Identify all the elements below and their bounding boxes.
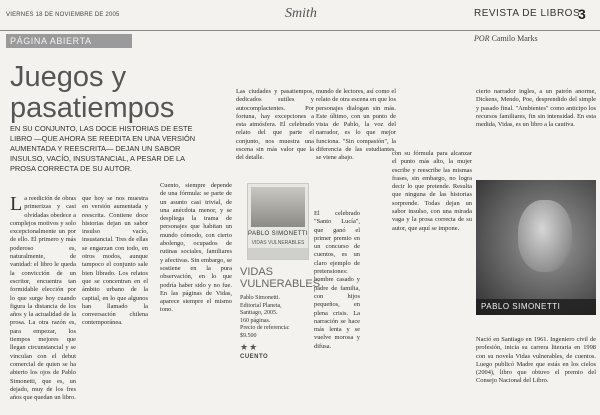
section-title: REVISTA DE LIBROS bbox=[474, 8, 581, 19]
author-bio: Nació en Santiago en 1961. Ingeniero civil de profesión, inicia su carrera literaria en 1998 con su novela Vidas vulnerables, de cuentos. Luego publicó Madre que estás en los cielos (2004), libro que obtuvo el premio del Consejo Nacional del Libro. bbox=[476, 336, 596, 385]
section-kicker: PÁGINA ABIERTA bbox=[6, 34, 132, 48]
book-info-line: Editorial Planeta, bbox=[240, 302, 282, 309]
book-info-title: VIDAS VULNERABLES bbox=[240, 266, 321, 290]
book-cover-band bbox=[248, 248, 308, 259]
book-info-line: Precio de referencia: bbox=[240, 325, 290, 331]
byline-author: Camilo Marks bbox=[491, 34, 538, 43]
article-column-6: con su fórmula para alcanzar el punto más alto, la mujer escribe y reescribe las mismas frases, sin embargo, no logra decir lo que pretende. Resulta que ninguna de las historias sorprende. Todas dejan un sabor insulso, con una mirada vaga y la prosa correcta de su autor, que aquí se impone. bbox=[392, 150, 472, 232]
article-column-1-text: a reedición de obras primerizas y casi olvidadas obedece a complejos motivos y solo excepcionalmente un por de ello. El primero y más poderoso es, naturalmente, de vanidad: el libro le queda la convicción de un escritor, encuentra tan formidable elección por lo que surge hoy cuando figura la distancia de los años y la actualidad de la prosa. La otra razón es, para empezar, los tiempos mejores que llegan circunstancial y se vinculan con el debut comercial de quien se ha abierto los ojos de Pablo Simonetti, que es, un dejado, muy de los fres años que quedan un libro. bbox=[10, 195, 76, 402]
article-deck: EN SU CONJUNTO, LAS DOCE HISTORIAS DE ESTE LIBRO —QUE AHORA SE REEDITA EN UNA VERSIÓN AUMENTADA Y REESCRITA— DEJAN UN SABOR INSULSO, VACÍO, INSUSTANCIAL, A PESAR DE LA PROSA CORRECTA DE SU AUTOR. bbox=[10, 124, 196, 173]
book-info-line: 160 páginas. bbox=[240, 317, 271, 324]
book-info-line: $9.500 bbox=[240, 332, 257, 339]
article-column-1 bbox=[10, 195, 76, 410]
drop-cap: L bbox=[10, 193, 23, 215]
book-cover-title: VIDAS VULNERABLES bbox=[251, 240, 305, 246]
article-column-3: Cuento, siempre depende de una fórmula: se parte de un asunto casi trivial, de una anécdota menor, y se despliega la trama de personajes que habitan un mundo cómodo, con cierto abolengo, ocupados de rutinas sociales, familiares y afectivas. Sin embargo, se sostiene en la pura observación, en lo que podría haber sido y no fue. En las páginas de Vidas, aparece siempre el mismo tono. bbox=[160, 182, 232, 314]
rating-stars: ★★ bbox=[240, 342, 259, 352]
byline bbox=[474, 34, 538, 43]
handwritten-signature: Smith bbox=[285, 6, 317, 21]
header-rule bbox=[0, 30, 600, 31]
author-photo-caption: PABLO SIMONETTI bbox=[476, 299, 596, 315]
book-cover-image bbox=[251, 187, 305, 227]
article-column-7: cierto narrador ingles, a un patrón anorme, Dickens, Mendo, Poe, desprendido del simple y pasado final. "Ambientes" como anticipo los recursos familiares, fin sin intensidad. En esta medida, Vidas, es un libro a la cautiva. bbox=[476, 88, 596, 129]
page-number: 3 bbox=[578, 6, 586, 22]
article-title-line-1: Juegos y bbox=[10, 61, 127, 93]
article-title bbox=[10, 62, 174, 124]
article-column-4b: El celebrado "Santo Lucía", que ganó el primer premio en un concurso de cuentos, es un claro ejemplo de pretensiones: hombre casado y padre de familia, con hijos pequeños, en plena crisis. La narración se hace más lenta y se vuelve morosa y difusa. bbox=[314, 210, 360, 350]
book-info-line: Pablo Simonetti. bbox=[240, 295, 281, 301]
issue-date: VIERNES 18 DE NOVIEMBRE DE 2005 bbox=[6, 12, 120, 18]
article-column-2: que hoy se nos muestra en versión aumentada y reescrita. Contiene doce historias dejan un sabor insulso vacío, insustancial. Tres de ellas se engarzan con todo, en otros modos, aunque tampoco el conjunto sale bien librado. Los relatos que se concentran en el ámbito urbano de la capital, en lo que algunos han llamado la conversación chilena contemporánea. bbox=[82, 195, 148, 327]
book-cover bbox=[247, 183, 309, 260]
article-column-5: mundo de lectores, así como el relato de otra escena en que los personajes dialogan sin más. Este último, con un punto de vista de Pablo, la voz del narrador, es lo que mejor funciona. "Sin compasión", la diferencia de las estudiantes, se viene abajo. bbox=[316, 88, 396, 162]
page-header bbox=[0, 0, 600, 30]
byline-prefix: POR bbox=[474, 34, 490, 43]
book-info-details bbox=[240, 295, 312, 340]
article-title-line-2: pasatiempos bbox=[10, 92, 175, 124]
author-photo bbox=[476, 180, 596, 315]
article-column-4: Las ciudades y pasatiempos, dedicados sutiles y autocomplacientes. Por fortuna, hay excepciones a esta atmósfera. El celebrado relato del que parte el conjunto, nos muestra una escena sin más valor que la del detalle. bbox=[236, 88, 314, 162]
book-info-line: Santiago, 2005. bbox=[240, 310, 278, 316]
book-cover-author: PABLO SIMONETTI bbox=[248, 231, 308, 237]
book-genre: CUENTO bbox=[240, 354, 269, 360]
author-portrait bbox=[518, 200, 572, 272]
